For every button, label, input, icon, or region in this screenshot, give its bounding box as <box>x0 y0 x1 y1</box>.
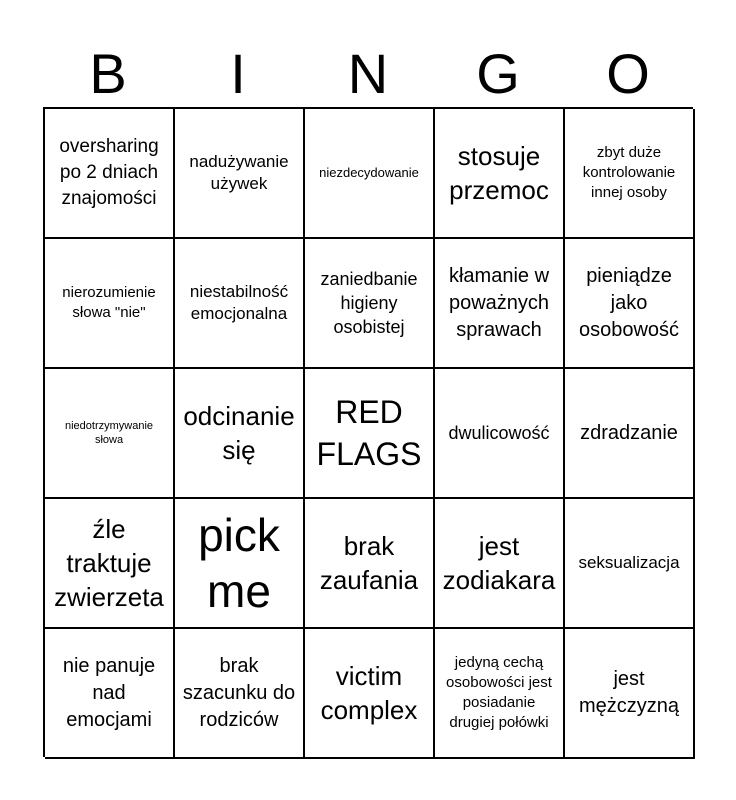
cell-text: seksualizacja <box>578 553 680 572</box>
bingo-cell[interactable] <box>305 499 435 629</box>
bingo-cell[interactable] <box>435 629 565 759</box>
cell-text: zbyt duże kontrolowanie innej osoby <box>582 144 676 201</box>
free-space-cell[interactable] <box>305 369 435 499</box>
cell-text: brak szacunku do rodziców <box>182 654 296 731</box>
bingo-cell[interactable] <box>305 109 435 239</box>
bingo-cell[interactable] <box>175 629 305 759</box>
bingo-cell[interactable] <box>565 499 695 629</box>
bingo-cell[interactable] <box>565 109 695 239</box>
cell-text: zdradzanie <box>580 421 678 444</box>
cell-text: pieniądze jako osobowość <box>578 264 680 341</box>
cell-text: nadużywanie używek <box>189 152 289 193</box>
bingo-cell[interactable] <box>565 629 695 759</box>
bingo-cell[interactable] <box>435 109 565 239</box>
free-space-text: RED FLAGS <box>316 394 422 472</box>
bingo-grid <box>43 107 693 757</box>
cell-text: kłamanie w poważnych sprawach <box>448 264 550 341</box>
cell-text: pick me <box>198 509 280 617</box>
cell-text: brak zaufania <box>319 531 419 595</box>
cell-text: nie panuje nad emocjami <box>62 654 156 731</box>
bingo-cell[interactable] <box>305 629 435 759</box>
bingo-cell[interactable] <box>175 109 305 239</box>
bingo-cell[interactable] <box>175 499 305 629</box>
header-letter-n: N <box>347 42 389 105</box>
bingo-cell[interactable] <box>45 109 175 239</box>
cell-text: jest zodiakara <box>442 531 556 595</box>
cell-text: niestabilność emocjonalna <box>189 282 289 323</box>
cell-text: niezdecydowanie <box>319 165 419 180</box>
cell-text: odcinanie się <box>183 401 295 465</box>
cell-text: dwulicowość <box>448 423 550 443</box>
bingo-cell[interactable] <box>175 369 305 499</box>
bingo-cell[interactable] <box>435 239 565 369</box>
bingo-cell[interactable] <box>45 499 175 629</box>
cell-text: źle traktuje zwierzeta <box>54 514 164 612</box>
header-letter-o: O <box>606 42 650 105</box>
cell-text: jedyną cechą osobowości jest posiadanie drugiej połówki <box>446 654 552 731</box>
bingo-header <box>43 40 693 108</box>
cell-text: victim complex <box>320 661 418 725</box>
bingo-cell[interactable] <box>175 239 305 369</box>
bingo-cell[interactable] <box>45 629 175 759</box>
bingo-cell[interactable] <box>565 369 695 499</box>
bingo-cell[interactable] <box>435 499 565 629</box>
bingo-cell[interactable] <box>305 239 435 369</box>
bingo-cell[interactable] <box>45 369 175 499</box>
cell-text: nierozumienie słowa "nie" <box>62 284 156 321</box>
header-letter-i: I <box>230 42 246 105</box>
cell-text: stosuje przemoc <box>449 141 549 205</box>
cell-text: niedotrzymywanie słowa <box>64 420 154 446</box>
bingo-cell[interactable] <box>435 369 565 499</box>
header-letter-b: B <box>89 42 127 105</box>
cell-text: zaniedbanie higieny osobistej <box>320 269 418 337</box>
bingo-cell[interactable] <box>565 239 695 369</box>
cell-text: oversharing po 2 dniach znajomości <box>59 136 159 209</box>
header-letter-g: G <box>476 42 520 105</box>
cell-text: jest mężczyzną <box>578 668 680 717</box>
bingo-cell[interactable] <box>45 239 175 369</box>
